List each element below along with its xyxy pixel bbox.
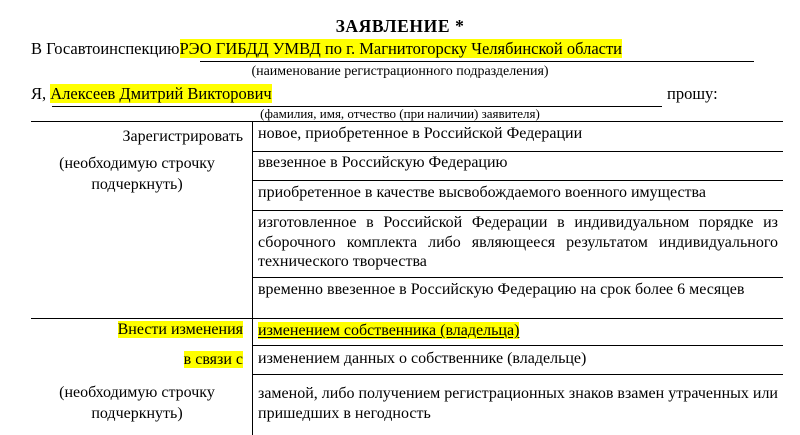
table-column-divider (252, 121, 253, 435)
recipient-underline (200, 61, 754, 62)
row-divider (252, 277, 783, 278)
changes-option-owner-change[interactable] (258, 321, 778, 341)
row-divider (252, 374, 783, 375)
row-divider (252, 151, 783, 152)
document-title: ЗАЯВЛЕНИЕ * (335, 16, 465, 36)
table-top-border (31, 121, 783, 122)
applicant-value[interactable]: Алексеев Дмитрий Викторович (50, 84, 272, 103)
row-divider (252, 345, 783, 346)
row-divider (252, 210, 783, 211)
changes-hint: (необходимую строчку подчеркнуть) (59, 384, 215, 422)
changes-label-line-1 (31, 321, 243, 339)
register-hint: (необходимую строчку подчеркнуть) (59, 155, 215, 193)
row-divider (252, 180, 783, 181)
applicant-prefix: Я, (31, 84, 47, 103)
applicant-suffix: прошу: (667, 84, 718, 103)
section-divider (31, 318, 783, 319)
changes-label-1: Внести изменения (117, 321, 243, 338)
register-option-temporary[interactable]: временно ввезенное в Российскую Федерацию на срок более 6 месяцев (258, 281, 745, 298)
recipient-caption: (наименование регистрационного подразделения) (251, 64, 549, 79)
recipient-line (31, 39, 622, 59)
applicant-caption: (фамилия, имя, отчество (при наличии) заявителя) (260, 106, 540, 121)
changes-option-owner-change-text: изменением собственника (владельца) (258, 322, 520, 339)
changes-option-owner-data[interactable]: изменением данных о собственнике (владельце) (258, 350, 587, 367)
changes-option-plates[interactable]: заменой, либо получением регистрационных знаков взамен утраченных или пришедших в негодность (258, 385, 778, 422)
applicant-line (31, 84, 272, 104)
register-option-assembled[interactable]: изготовленное в Российской Федерации в индивидуальном порядке из сборочного комплекта либо являющееся результатом индивидуального технического творчества (258, 214, 778, 270)
changes-label-2: в связи с (183, 351, 243, 368)
register-option-new[interactable]: новое, приобретенное в Российской Федерации (258, 125, 583, 142)
register-label: Зарегистрировать (122, 128, 243, 145)
register-option-imported[interactable]: ввезенное в Российскую Федерацию (258, 154, 508, 171)
recipient-prefix: В Госавтоинспекцию (31, 39, 180, 58)
recipient-value[interactable]: РЭО ГИБДД УМВД по г. Магнитогорску Челябинской области (179, 39, 623, 58)
register-option-military[interactable]: приобретенное в качестве высвобождаемого военного имущества (258, 184, 706, 201)
changes-label-line-2 (31, 351, 243, 369)
